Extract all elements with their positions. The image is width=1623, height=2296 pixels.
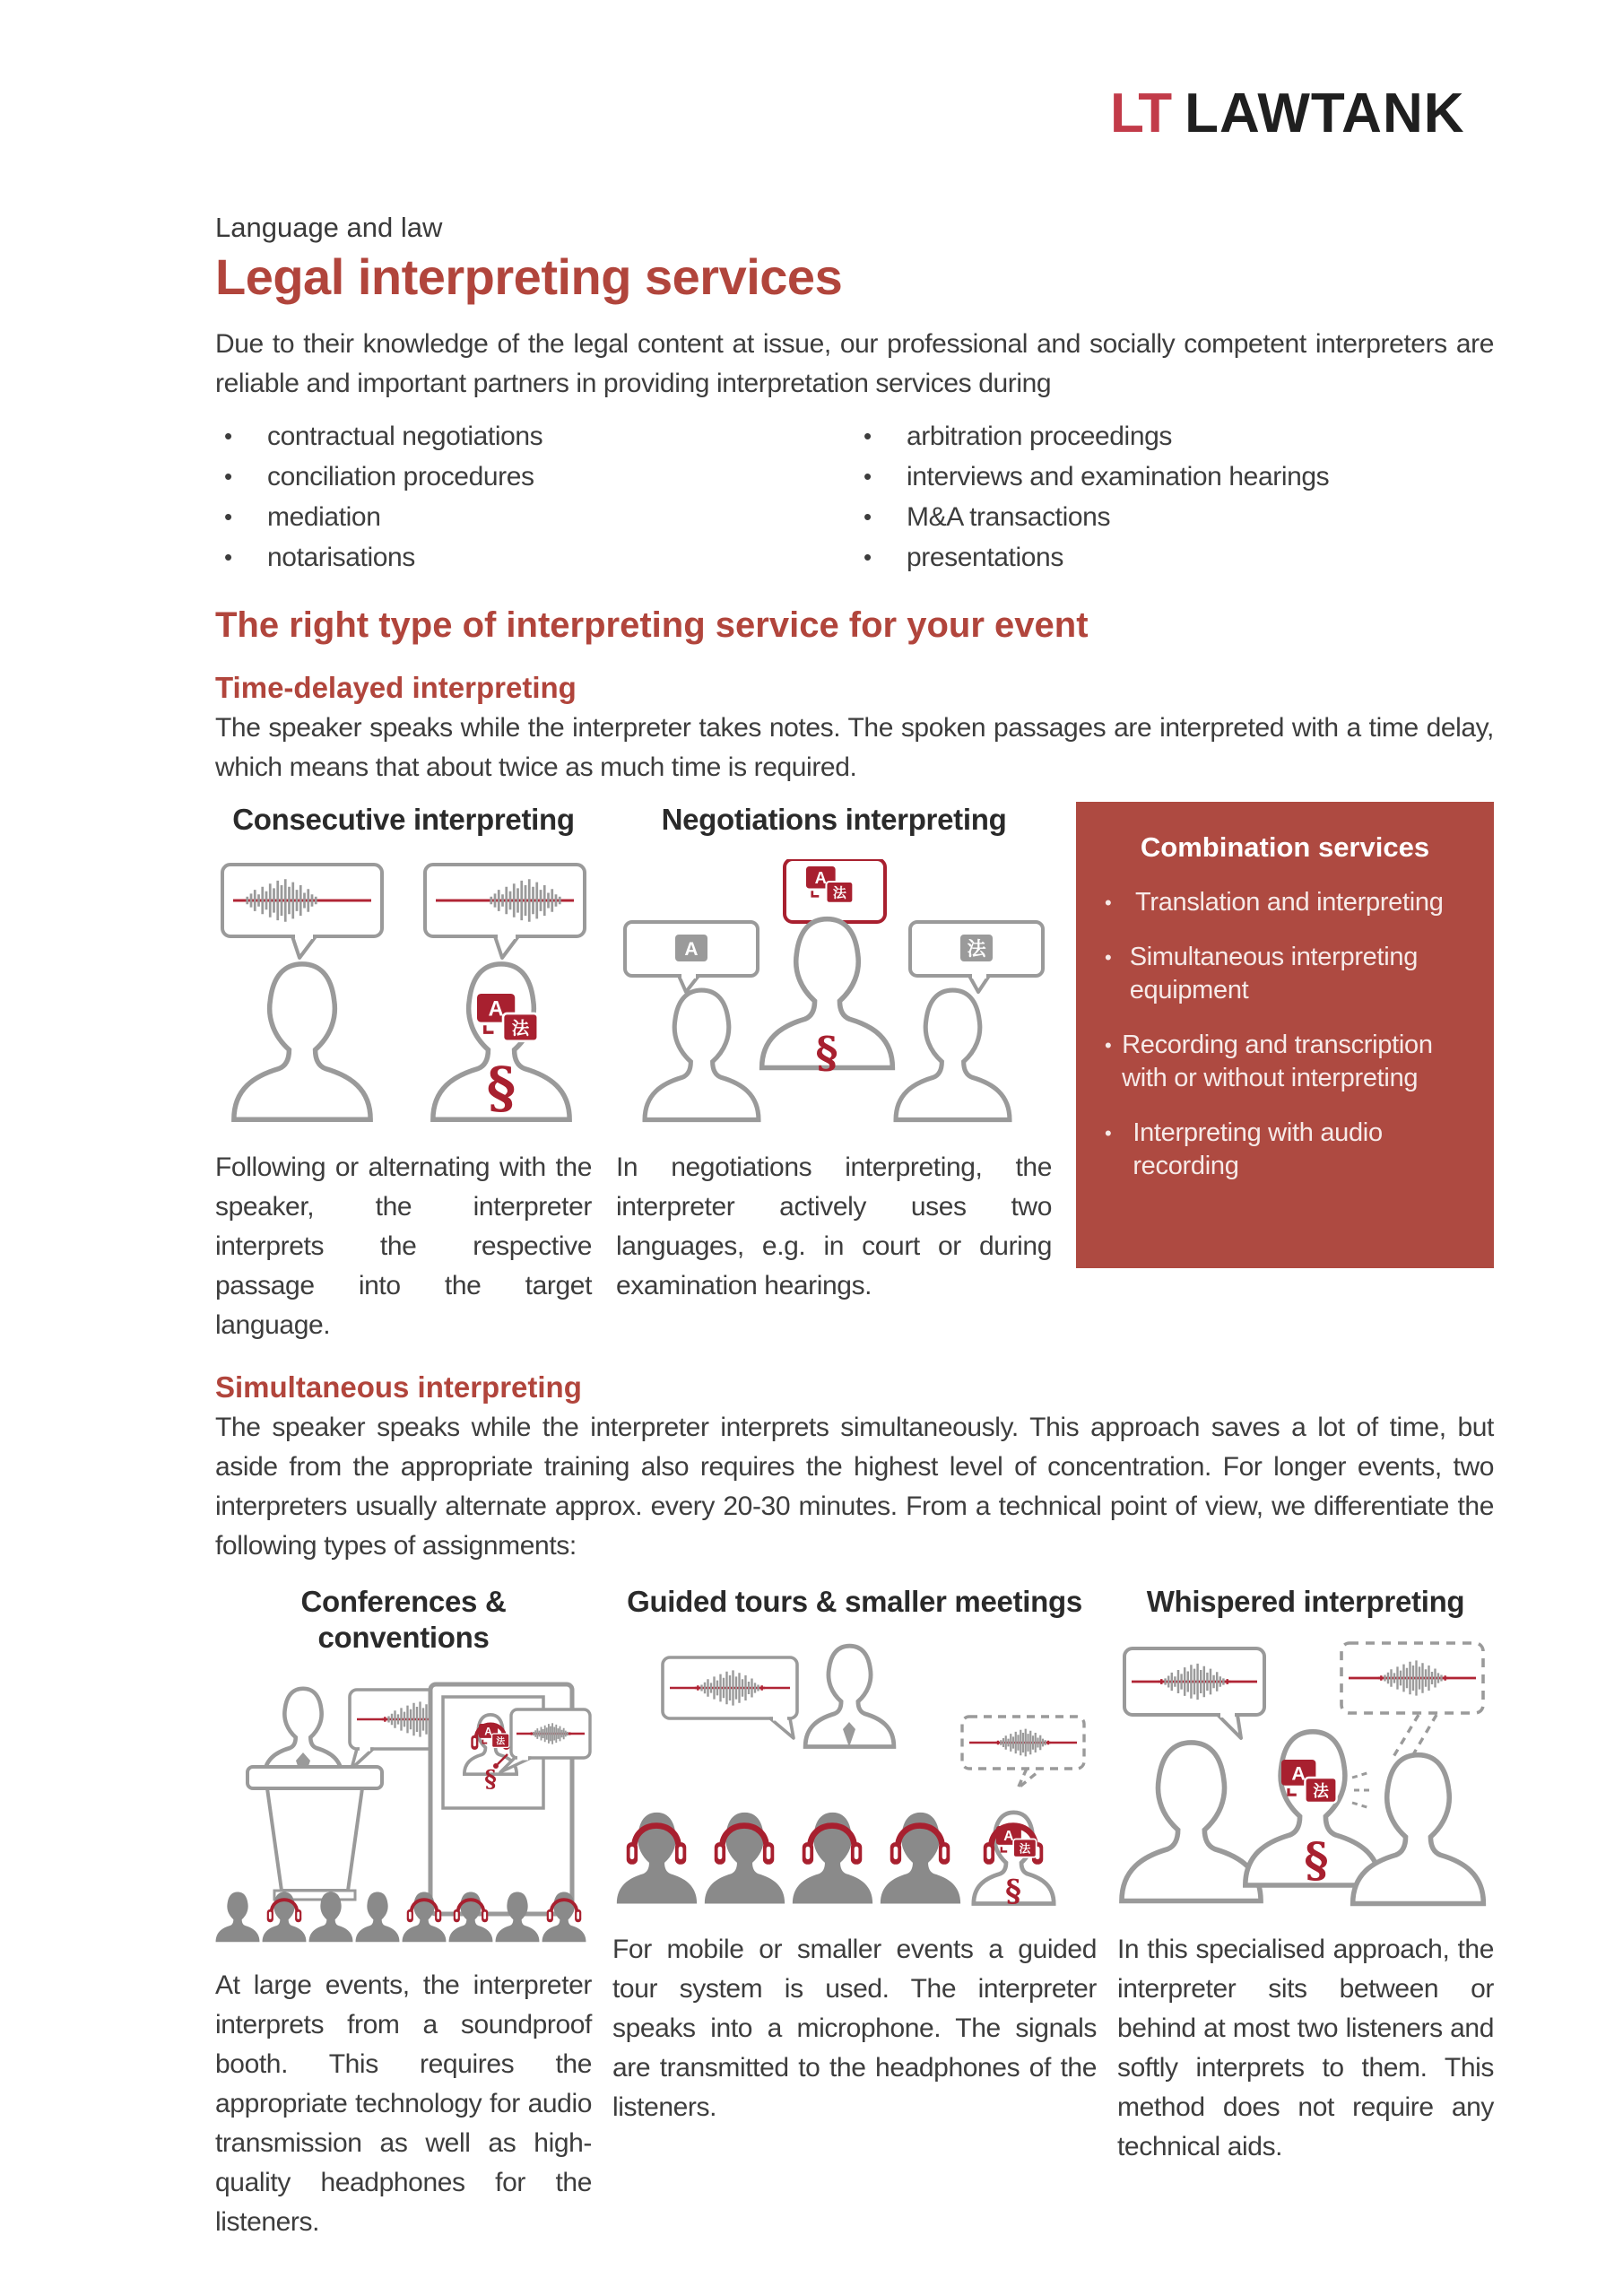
page-content <box>215 0 1494 2242</box>
guided-tours-illustration <box>612 1641 1097 1907</box>
conferences-illustration <box>215 1677 592 1943</box>
figure-guided-tours <box>612 1584 1097 2127</box>
combo-item <box>1103 941 1467 1007</box>
list-item-label: mediation <box>267 502 381 532</box>
logo-wordmark: LAWTANK <box>1185 83 1465 144</box>
bullet-column-right <box>855 416 1494 578</box>
figure-paragraph: In this specialised approach, the interpreter sits between or behind at most two listeners and softly interprets to them. This method does not require any technical aids. <box>1117 1935 1494 2161</box>
list-item <box>855 497 1494 537</box>
figure-caption: Whispered interpreting <box>1146 1585 1465 1618</box>
svg-text:§: § <box>815 1028 838 1078</box>
list-item-label: notarisations <box>267 543 415 572</box>
combo-item <box>1103 1029 1467 1095</box>
combo-item-label: Translation and interpreting <box>1135 888 1444 917</box>
list-item <box>855 416 1494 457</box>
negotiations-illustration <box>616 859 1052 1125</box>
bullet-icon: • <box>864 544 872 570</box>
bullet-icon: • <box>1105 891 1112 914</box>
intro-paragraph: Due to their knowledge of the legal content at issue, our professional and socially competent interpreters are reliable and important partners in providing interpretation services during <box>215 329 1494 398</box>
bullet-icon: • <box>1105 1034 1112 1057</box>
simultaneous-paragraph: The speaker speaks while the interpreter interprets simultaneously. This approach saves a lot of time, but aside from the appropriate training also requires the highest level of concentration. For longer events, two interpreters usually alternate approx. every 20-30 minutes. From a technical point of view, we differentiate the following types of assignments: <box>215 1413 1494 1561</box>
svg-text:§: § <box>486 1055 516 1120</box>
list-item <box>855 457 1494 497</box>
combination-services-box <box>1076 802 1494 1268</box>
list-item-label: conciliation procedures <box>267 462 534 491</box>
figure-paragraph: At large events, the interpreter interprets from a soundproof booth. This requires the appropriate technology for audio transmission as well as high-quality headphones for the listeners. <box>215 1970 592 2237</box>
list-item <box>855 537 1494 578</box>
svg-text:法: 法 <box>967 939 986 960</box>
list-item <box>215 497 855 537</box>
bullet-icon: • <box>224 503 232 530</box>
bullet-icon: • <box>864 503 872 530</box>
figure-paragraph: For mobile or smaller events a guided tour system is used. The interpreter speaks into a microphone. The signals are transmitted to the headphones of the listeners. <box>612 1935 1097 2122</box>
figure-consecutive <box>215 802 592 1345</box>
bullet-icon: • <box>224 544 232 570</box>
intro-bullet-lists <box>215 416 1494 578</box>
time-delayed-heading: Time-delayed interpreting <box>215 671 577 704</box>
section-title: The right type of interpreting service for your event <box>215 605 1089 645</box>
svg-text:§: § <box>484 1766 497 1793</box>
combo-item <box>1103 886 1467 919</box>
figure-row-simultaneous <box>215 1584 1494 2242</box>
svg-text:§: § <box>1304 1833 1329 1888</box>
bullet-icon: • <box>864 422 872 449</box>
combo-title: Combination services <box>1140 831 1430 863</box>
kicker: Language and law <box>215 212 443 243</box>
figure-whispered <box>1117 1584 1494 2167</box>
bullet-icon: • <box>864 463 872 490</box>
combo-item-label: Interpreting with audio recording <box>1133 1118 1383 1180</box>
bullet-icon: • <box>224 463 232 490</box>
figure-caption: Negotiations interpreting <box>661 803 1007 836</box>
combo-item <box>1103 1117 1467 1183</box>
page-title: Legal interpreting services <box>215 248 843 305</box>
bullet-icon: • <box>1105 946 1112 969</box>
logo-lt-icon: LT <box>1110 83 1171 144</box>
bullet-column-left <box>215 416 855 578</box>
list-item <box>215 416 855 457</box>
list-item <box>215 457 855 497</box>
figure-paragraph: Following or alternating with the speaker, the interpreter interprets the respective passage into the target language. <box>215 1152 592 1340</box>
consecutive-illustration <box>215 859 592 1125</box>
svg-text:§: § <box>1005 1874 1021 1907</box>
list-item-label: arbitration proceedings <box>907 422 1172 451</box>
figure-negotiations <box>616 802 1052 1306</box>
whispered-illustration <box>1117 1641 1494 1907</box>
list-item <box>215 537 855 578</box>
list-item-label: presentations <box>907 543 1063 572</box>
combo-item-label: Recording and transcription with or without interpreting <box>1122 1031 1433 1092</box>
list-item-label: interviews and examination hearings <box>907 462 1330 491</box>
svg-text:A: A <box>684 939 699 960</box>
time-delayed-paragraph: The speaker speaks while the interpreter takes notes. The spoken passages are interpreted with a time delay, which means that about twice as much time is required. <box>215 713 1494 782</box>
simultaneous-heading: Simultaneous interpreting <box>215 1370 582 1404</box>
list-item-label: contractual negotiations <box>267 422 543 451</box>
list-item-label: M&A transactions <box>907 502 1111 532</box>
figure-caption: Guided tours & smaller meetings <box>627 1585 1082 1618</box>
figure-caption: Conferences & conventions <box>300 1585 507 1654</box>
combo-item-label: Simultaneous interpreting equipment <box>1129 943 1419 1004</box>
bullet-icon: • <box>224 422 232 449</box>
bullet-icon: • <box>1105 1122 1112 1144</box>
figure-paragraph: In negotiations interpreting, the interpreter actively uses two languages, e.g. in court or during examination hearings. <box>616 1152 1052 1300</box>
figure-row-time-delayed <box>215 802 1494 1345</box>
figure-conferences <box>215 1584 592 2242</box>
figure-caption: Consecutive interpreting <box>232 803 575 836</box>
